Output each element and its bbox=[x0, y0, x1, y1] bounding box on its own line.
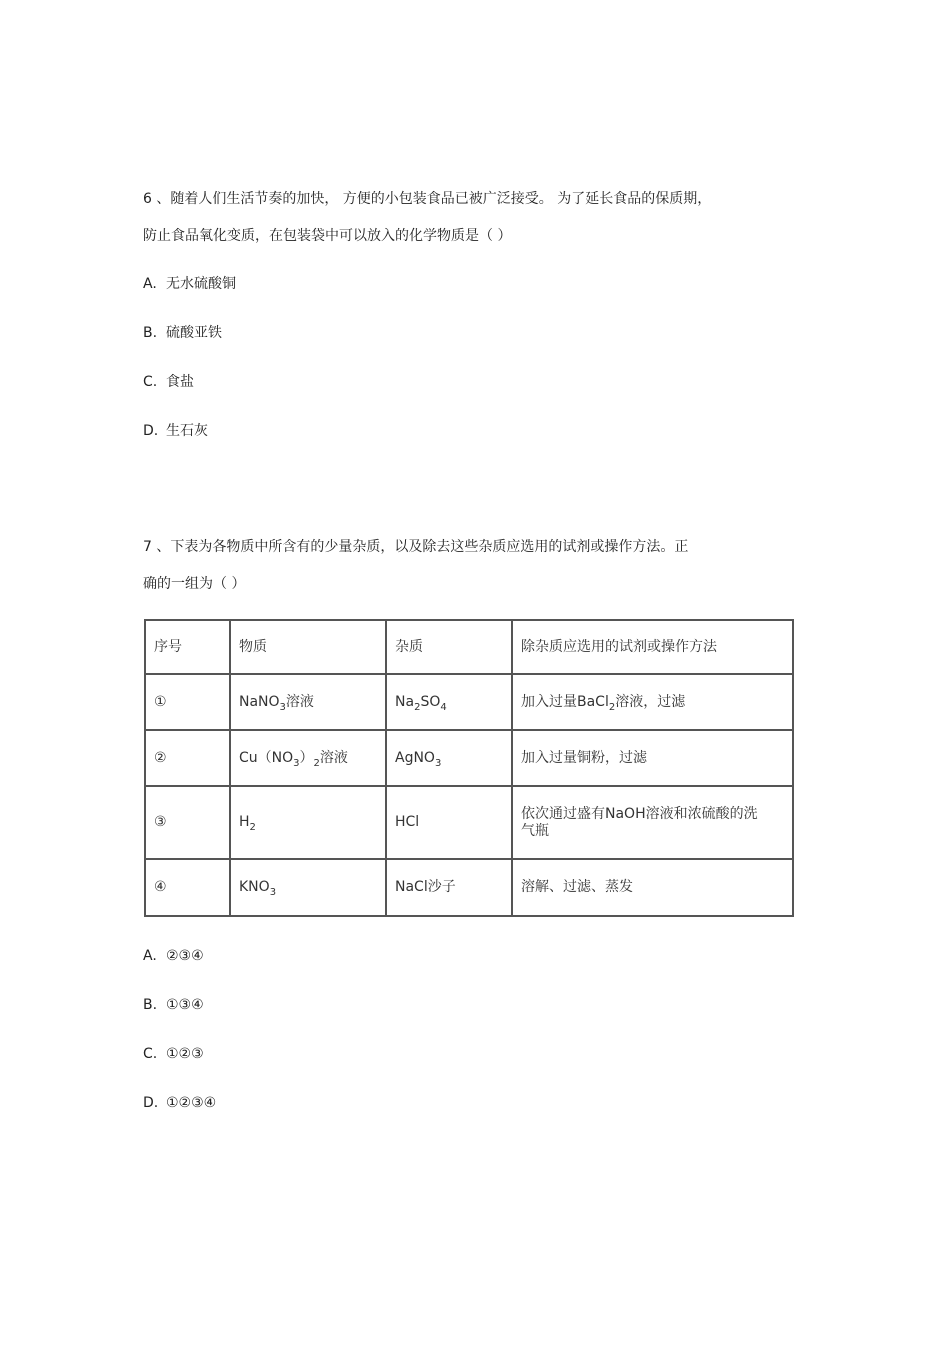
option-letter: C. bbox=[143, 1046, 158, 1062]
header-cell: 序号 bbox=[145, 620, 230, 674]
option-text: 硫酸亚铁 bbox=[166, 325, 222, 341]
q6-option-b bbox=[143, 326, 222, 340]
q7-option-b bbox=[143, 998, 204, 1012]
q7-stem-line2: 确的一组为（ ） bbox=[143, 576, 246, 592]
q6-stem-line1: 6 、随着人们生活节奏的加快， 方便的小包装食品已被广泛接受。 为了延长食品的保质期， bbox=[143, 191, 712, 207]
option-letter: A. bbox=[143, 276, 157, 292]
q7-option-a bbox=[143, 949, 204, 963]
option-letter: B. bbox=[143, 997, 158, 1013]
row-number: ① bbox=[145, 674, 230, 730]
impurity-removal-table bbox=[144, 619, 794, 917]
option-text: 生石灰 bbox=[166, 423, 208, 439]
row-number: ④ bbox=[145, 859, 230, 916]
option-letter: B. bbox=[143, 325, 158, 341]
method-cell: 加入过量BaCl$_2$溶液，过滤 bbox=[512, 674, 793, 730]
option-letter: A. bbox=[143, 948, 157, 964]
substance-cell: NaNO$_3$溶液 bbox=[230, 674, 386, 730]
method-cell: 溶解、过滤、蒸发 bbox=[512, 859, 793, 916]
row-number: ② bbox=[145, 730, 230, 786]
q7-option-d bbox=[143, 1096, 216, 1110]
option-text: 无水硫酸铜 bbox=[166, 276, 236, 292]
table-row bbox=[145, 786, 793, 859]
impurity-cell: $Na_2SO_4$ bbox=[386, 674, 512, 730]
option-text: ②③④ bbox=[166, 948, 204, 964]
header-cell: 物质 bbox=[230, 620, 386, 674]
substance-cell: $Cu(NO_3)_2$溶液 bbox=[230, 730, 386, 786]
option-letter: D. bbox=[143, 423, 159, 439]
impurity-cell: NaCl沙子 bbox=[386, 859, 512, 916]
option-letter: C. bbox=[143, 374, 158, 390]
header-cell: 除杂质应选用的试剂或操作方法 bbox=[512, 620, 793, 674]
q6-stem-line2: 防止食品氧化变质，在包装袋中可以放入的化学物质是（ ） bbox=[143, 228, 512, 244]
table-row bbox=[145, 859, 793, 916]
table-row bbox=[145, 674, 793, 730]
method-cell: 加入过量铜粉，过滤 bbox=[512, 730, 793, 786]
option-text: ①②③ bbox=[166, 1046, 204, 1062]
option-text: ①②③④ bbox=[166, 1095, 217, 1111]
impurity-cell: HCl bbox=[386, 786, 512, 859]
q6-option-d bbox=[143, 424, 208, 438]
impurity-cell: AgNO$_3$ bbox=[386, 730, 512, 786]
q6-option-c bbox=[143, 375, 194, 389]
q6-option-a bbox=[143, 277, 236, 291]
option-letter: D. bbox=[143, 1095, 159, 1111]
row-number: ③ bbox=[145, 786, 230, 859]
header-cell: 杂质 bbox=[386, 620, 512, 674]
substance-cell: $KNO_3$ bbox=[230, 859, 386, 916]
method-cell: 依次通过盛有NaOH溶液和浓硫酸的洗 气瓶 bbox=[512, 786, 793, 859]
substance-cell: $H_2$ bbox=[230, 786, 386, 859]
option-text: ①③④ bbox=[166, 997, 204, 1013]
q7-stem-line1: 7 、下表为各物质中所含有的少量杂质，以及除去这些杂质应选用的试剂或操作方法。正 bbox=[143, 539, 689, 555]
option-text: 食盐 bbox=[166, 374, 194, 390]
table-header-row bbox=[145, 620, 793, 674]
q7-option-c bbox=[143, 1047, 204, 1061]
table-row bbox=[145, 730, 793, 786]
